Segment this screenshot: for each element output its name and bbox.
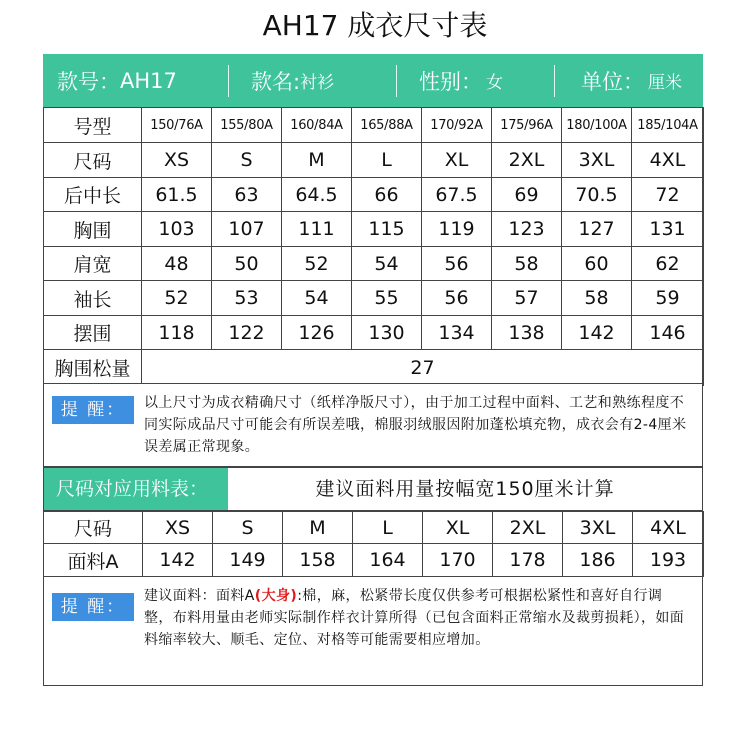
table-cell: 123 <box>492 212 562 247</box>
table-cell: 57 <box>492 281 562 316</box>
table-row <box>44 143 704 178</box>
size-code: 165/88A <box>352 108 422 143</box>
row-label: 胸围 <box>44 212 142 247</box>
size-code: 150/76A <box>142 108 212 143</box>
fabric-size-row <box>44 512 704 544</box>
size-header-row <box>44 108 704 143</box>
table-cell: 146 <box>632 316 704 350</box>
table-cell: S <box>213 512 283 544</box>
size-code: 155/80A <box>212 108 282 143</box>
style-number <box>43 54 229 107</box>
table-cell: 56 <box>422 247 492 281</box>
row-label: 摆围 <box>44 316 142 350</box>
table-cell: 149 <box>213 544 283 577</box>
table-cell: 52 <box>142 281 212 316</box>
unit-label: 单位： <box>581 69 644 94</box>
tip-box-fabric <box>43 576 703 686</box>
table-cell: 2XL <box>492 143 562 178</box>
table-cell: L <box>353 512 423 544</box>
ease-value: 27 <box>142 350 704 386</box>
size-code: 180/100A <box>562 108 632 143</box>
table-cell: M <box>283 512 353 544</box>
table-cell: L <box>352 143 422 178</box>
table-cell: 48 <box>142 247 212 281</box>
gender <box>397 54 555 107</box>
unit <box>555 54 703 107</box>
table-cell: 64.5 <box>282 178 352 212</box>
table-cell: 61.5 <box>142 178 212 212</box>
table-cell: M <box>282 143 352 178</box>
table-row <box>44 316 704 350</box>
table-cell: 138 <box>492 316 562 350</box>
table-row <box>44 212 704 247</box>
table-cell: 134 <box>422 316 492 350</box>
table-cell: 118 <box>142 316 212 350</box>
size-code: 160/84A <box>282 108 352 143</box>
unit-value: 厘米 <box>648 73 682 93</box>
table-cell: XS <box>143 512 213 544</box>
table-cell: 69 <box>492 178 562 212</box>
table-cell: 107 <box>212 212 282 247</box>
fabric-header <box>43 467 703 511</box>
table-cell: 4XL <box>633 512 704 544</box>
table-cell: 142 <box>143 544 213 577</box>
size-code: 170/92A <box>422 108 492 143</box>
row-label: 尺码 <box>44 143 142 178</box>
table-cell: 4XL <box>632 143 704 178</box>
size-table <box>43 107 704 386</box>
table-cell: 58 <box>492 247 562 281</box>
table-cell: 58 <box>562 281 632 316</box>
table-cell: 52 <box>282 247 352 281</box>
tip-badge: 提 醒： <box>52 593 134 621</box>
table-row <box>44 247 704 281</box>
ease-row <box>44 350 704 386</box>
table-cell: 59 <box>632 281 704 316</box>
table-cell: XL <box>423 512 493 544</box>
tip-box <box>43 383 703 467</box>
table-cell: 131 <box>632 212 704 247</box>
table-cell: 50 <box>212 247 282 281</box>
table-cell: 3XL <box>562 143 632 178</box>
table-row <box>44 281 704 316</box>
table-cell: 63 <box>212 178 282 212</box>
table-cell: 142 <box>562 316 632 350</box>
tip-text-start: 建议面料：面料A <box>144 588 255 604</box>
table-cell: 62 <box>632 247 704 281</box>
fabric-amount-row <box>44 544 704 577</box>
fabric-table <box>43 511 704 577</box>
row-label: 胸围松量 <box>44 350 142 386</box>
row-label: 尺码 <box>44 512 143 544</box>
table-cell: 193 <box>633 544 704 577</box>
table-cell: 2XL <box>493 512 563 544</box>
tip-text: 以上尺寸为成衣精确尺寸（纸样净版尺寸），由于加工过程中面料、工艺和熟练程度不同实际成品尺寸可能会有所误差哦，棉服羽绒服因附加蓬松填充物，成衣会有2-4厘米误差属正常现象。 <box>144 395 687 455</box>
gender-value: 女 <box>486 73 503 93</box>
tip-text <box>144 585 688 651</box>
size-code: 175/96A <box>492 108 562 143</box>
row-label: 肩宽 <box>44 247 142 281</box>
table-cell: 158 <box>283 544 353 577</box>
table-row <box>44 178 704 212</box>
table-cell: 178 <box>493 544 563 577</box>
table-cell: 60 <box>562 247 632 281</box>
table-cell: XS <box>142 143 212 178</box>
row-label: 号型 <box>44 108 142 143</box>
style-number-label: 款号： <box>57 69 120 94</box>
table-cell: 3XL <box>563 512 633 544</box>
fabric-header-note: 建议面料用量按幅宽150厘米计算 <box>315 478 615 500</box>
style-name-value: 衬衫 <box>300 73 335 93</box>
table-cell: 122 <box>212 316 282 350</box>
page-title: AH17 成衣尺寸表 <box>262 9 488 42</box>
table-cell: 54 <box>282 281 352 316</box>
table-cell: 164 <box>353 544 423 577</box>
table-cell: 103 <box>142 212 212 247</box>
gender-label: 性别： <box>419 69 482 94</box>
table-cell: 54 <box>352 247 422 281</box>
table-cell: 66 <box>352 178 422 212</box>
table-cell: 130 <box>352 316 422 350</box>
tip-text-end: :棉，麻，松紧带长度仅供参考可根据松紧性和喜好自行调整，布料用量由老师实际制作样衣计算所得（已包含面料正常缩水及裁剪损耗），如面料缩率较大、顺毛、定位、对格等可能需要相应增加。 <box>144 588 685 648</box>
table-cell: S <box>212 143 282 178</box>
table-cell: 55 <box>352 281 422 316</box>
table-cell: 127 <box>562 212 632 247</box>
table-cell: 53 <box>212 281 282 316</box>
size-code: 185/104A <box>632 108 704 143</box>
table-cell: 115 <box>352 212 422 247</box>
style-number-value: AH17 <box>120 68 177 93</box>
tip-badge: 提 醒： <box>52 396 134 424</box>
table-cell: 67.5 <box>422 178 492 212</box>
style-name <box>229 54 397 107</box>
tip-highlight: (大身) <box>254 588 298 604</box>
table-cell: 126 <box>282 316 352 350</box>
table-cell: 72 <box>632 178 704 212</box>
row-label: 袖长 <box>44 281 142 316</box>
table-cell: 119 <box>422 212 492 247</box>
row-label: 后中长 <box>44 178 142 212</box>
table-cell: 170 <box>423 544 493 577</box>
row-label: 面料A <box>44 544 143 577</box>
style-name-label: 款名: <box>251 69 301 94</box>
table-cell: 56 <box>422 281 492 316</box>
table-cell: 186 <box>563 544 633 577</box>
info-bar <box>43 54 703 107</box>
table-cell: XL <box>422 143 492 178</box>
table-cell: 111 <box>282 212 352 247</box>
fabric-header-label: 尺码对应用料表： <box>44 468 228 510</box>
table-cell: 70.5 <box>562 178 632 212</box>
